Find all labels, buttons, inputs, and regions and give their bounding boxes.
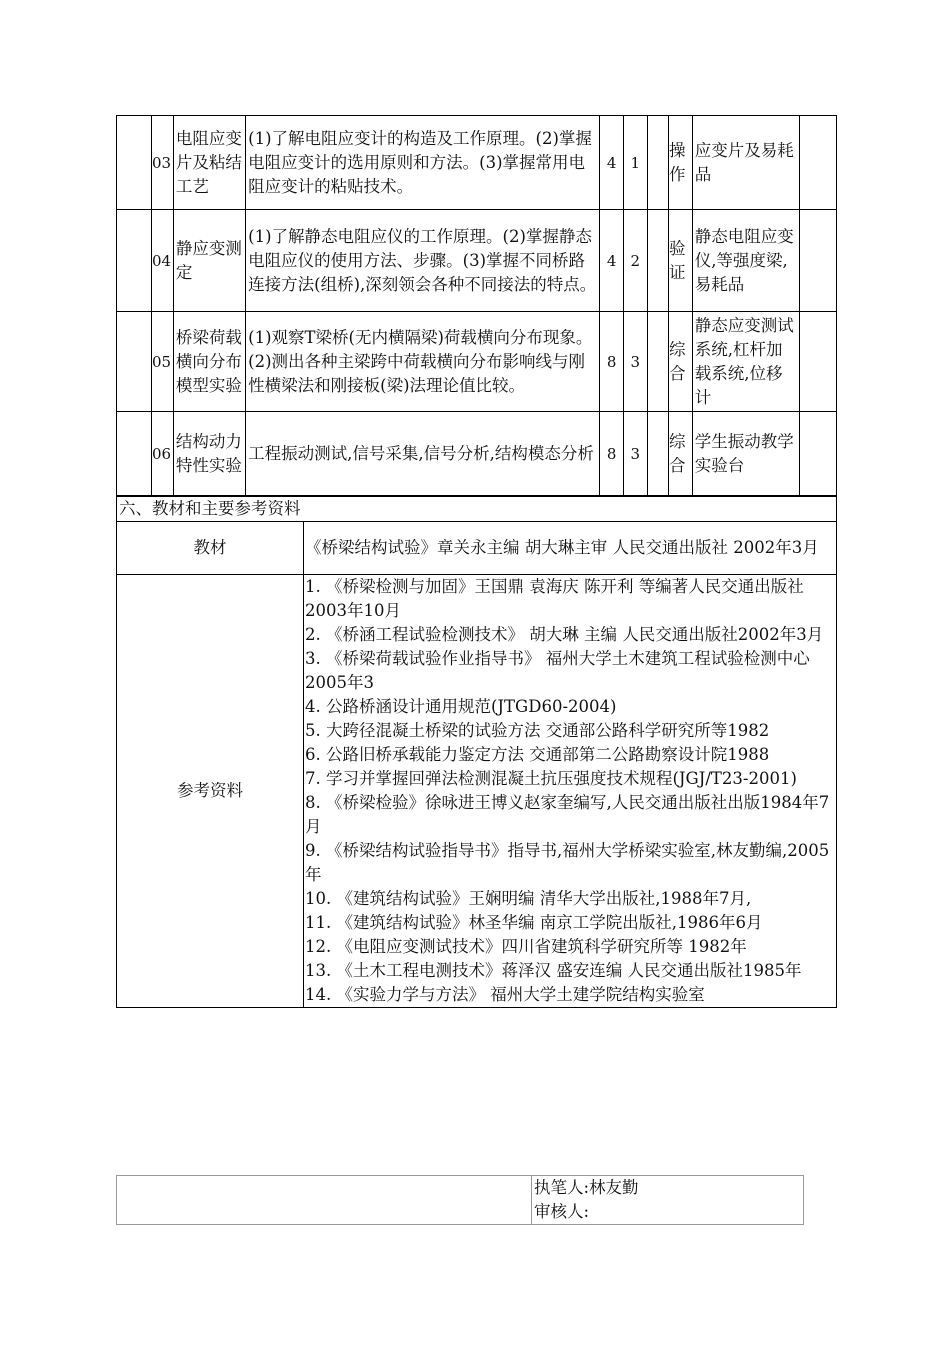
blank-cell — [117, 412, 152, 496]
experiment-hours: 4 — [600, 210, 624, 312]
blank-cell — [800, 412, 837, 496]
experiment-equipment: 应变片及易耗品 — [692, 116, 799, 210]
experiment-no: 03 — [151, 116, 173, 210]
experiment-hours: 4 — [600, 116, 624, 210]
references-label: 参考资料 — [117, 575, 304, 1008]
experiment-group: 3 — [623, 412, 647, 496]
list-item: 7. 学习并掌握回弹法检测混凝土抗压强度技术规程(JGJ/T23-2001) — [305, 769, 797, 788]
blank-cell — [800, 312, 837, 412]
section-heading: 六、教材和主要参考资料 — [117, 497, 837, 522]
experiment-no: 06 — [151, 412, 173, 496]
experiment-name: 桥梁荷载横向分布模型实验 — [173, 312, 245, 412]
table-row — [117, 116, 837, 210]
list-item: 2. 《桥涵工程试验检测技术》 胡大琳 主编 人民交通出版社2002年3月 — [305, 625, 824, 644]
textbook-row — [117, 522, 837, 575]
experiment-group: 2 — [623, 210, 647, 312]
list-item: 3. 《桥梁荷载试验作业指导书》 福州大学土木建筑工程试验检测中心 2005年3 — [305, 649, 810, 692]
table-row — [117, 312, 837, 412]
experiment-content: (1)观察T梁桥(无内横隔梁)荷载横向分布现象。(2)测出各种主梁跨中荷载横向分布影响线与刚性横梁法和刚接板(梁)法理论值比较。 — [246, 312, 600, 412]
references-table — [116, 496, 837, 1008]
experiment-equipment: 学生振动教学实验台 — [692, 412, 799, 496]
blank-cell — [800, 116, 837, 210]
references-list — [304, 575, 837, 1008]
experiment-content: 工程振动测试,信号采集,信号分析,结构模态分析 — [246, 412, 600, 496]
signature-row — [117, 1176, 804, 1225]
experiment-content: (1)了解静态电阻应仪的工作原理。(2)掌握静态电阻应仪的使用方法、步骤。(3)掌握不同桥路连接方法(组桥),深刻领会各种不同接法的特点。 — [246, 210, 600, 312]
experiment-content: (1)了解电阻应变计的构造及工作原理。(2)掌握电阻应变计的选用原则和方法。(3)掌握常用电阻应变计的粘贴技术。 — [246, 116, 600, 210]
experiment-equipment: 静态应变测试系统,杠杆加载系统,位移计 — [692, 312, 799, 412]
textbook-label: 教材 — [117, 522, 304, 575]
blank-cell — [647, 116, 668, 210]
list-item: 8. 《桥梁检验》徐咏进王博义赵家奎编写,人民交通出版社出版1984年7月 — [305, 793, 830, 836]
experiment-group: 3 — [623, 312, 647, 412]
list-item: 5. 大跨径混凝土桥梁的试验方法 交通部公路科学研究所等1982 — [305, 721, 770, 740]
list-item: 14. 《实验力学与方法》 福州大学土建学院结构实验室 — [305, 985, 705, 1004]
blank-cell — [647, 312, 668, 412]
experiment-type: 验证 — [668, 210, 692, 312]
blank-cell — [117, 116, 152, 210]
experiment-hours: 8 — [600, 312, 624, 412]
table-row — [117, 210, 837, 312]
signature-table — [116, 1175, 804, 1225]
section-heading-row — [117, 497, 837, 522]
experiment-equipment: 静态电阻应变仪,等强度梁,易耗品 — [692, 210, 799, 312]
experiment-name: 电阻应变片及粘结工艺 — [173, 116, 245, 210]
experiment-no: 04 — [151, 210, 173, 312]
experiment-no: 05 — [151, 312, 173, 412]
blank-cell — [647, 210, 668, 312]
blank-cell — [647, 412, 668, 496]
list-item: 10. 《建筑结构试验》王娴明编 清华大学出版社,1988年7月, — [305, 889, 752, 908]
list-item: 13. 《土木工程电测技术》蒋泽汉 盛安连编 人民交通出版社1985年 — [305, 961, 802, 980]
reviewer-label: 审核人: — [534, 1202, 590, 1221]
experiment-name: 结构动力特性实验 — [173, 412, 245, 496]
experiment-type: 综合 — [668, 312, 692, 412]
list-item: 11. 《建筑结构试验》林圣华编 南京工学院出版社,1986年6月 — [305, 913, 763, 932]
experiment-name: 静应变测定 — [173, 210, 245, 312]
list-item: 6. 公路旧桥承载能力鉴定方法 交通部第二公路勘察设计院1988 — [305, 745, 770, 764]
blank-cell — [117, 210, 152, 312]
blank-cell — [800, 210, 837, 312]
references-row — [117, 575, 837, 1008]
textbook-value: 《桥梁结构试验》章关永主编 胡大琳主审 人民交通出版社 2002年3月 — [304, 522, 837, 575]
list-item: 1. 《桥梁检测与加固》王国鼎 袁海庆 陈开利 等编著人民交通出版社 2003年10月 — [305, 577, 804, 620]
experiment-table — [116, 115, 837, 496]
blank-cell — [117, 1176, 532, 1225]
list-item: 9. 《桥梁结构试验指导书》指导书,福州大学桥梁实验室,林友勤编,2005年 — [305, 841, 830, 884]
experiment-group: 1 — [623, 116, 647, 210]
experiment-type: 综合 — [668, 412, 692, 496]
experiment-type: 操作 — [668, 116, 692, 210]
signature-cell — [532, 1176, 804, 1225]
experiment-hours: 8 — [600, 412, 624, 496]
table-row — [117, 412, 837, 496]
blank-cell — [117, 312, 152, 412]
list-item: 12. 《电阻应变测试技术》四川省建筑科学研究所等 1982年 — [305, 937, 747, 956]
writer-label: 执笔人:林友勤 — [534, 1178, 639, 1197]
list-item: 4. 公路桥涵设计通用规范(JTGD60-2004) — [305, 697, 617, 716]
